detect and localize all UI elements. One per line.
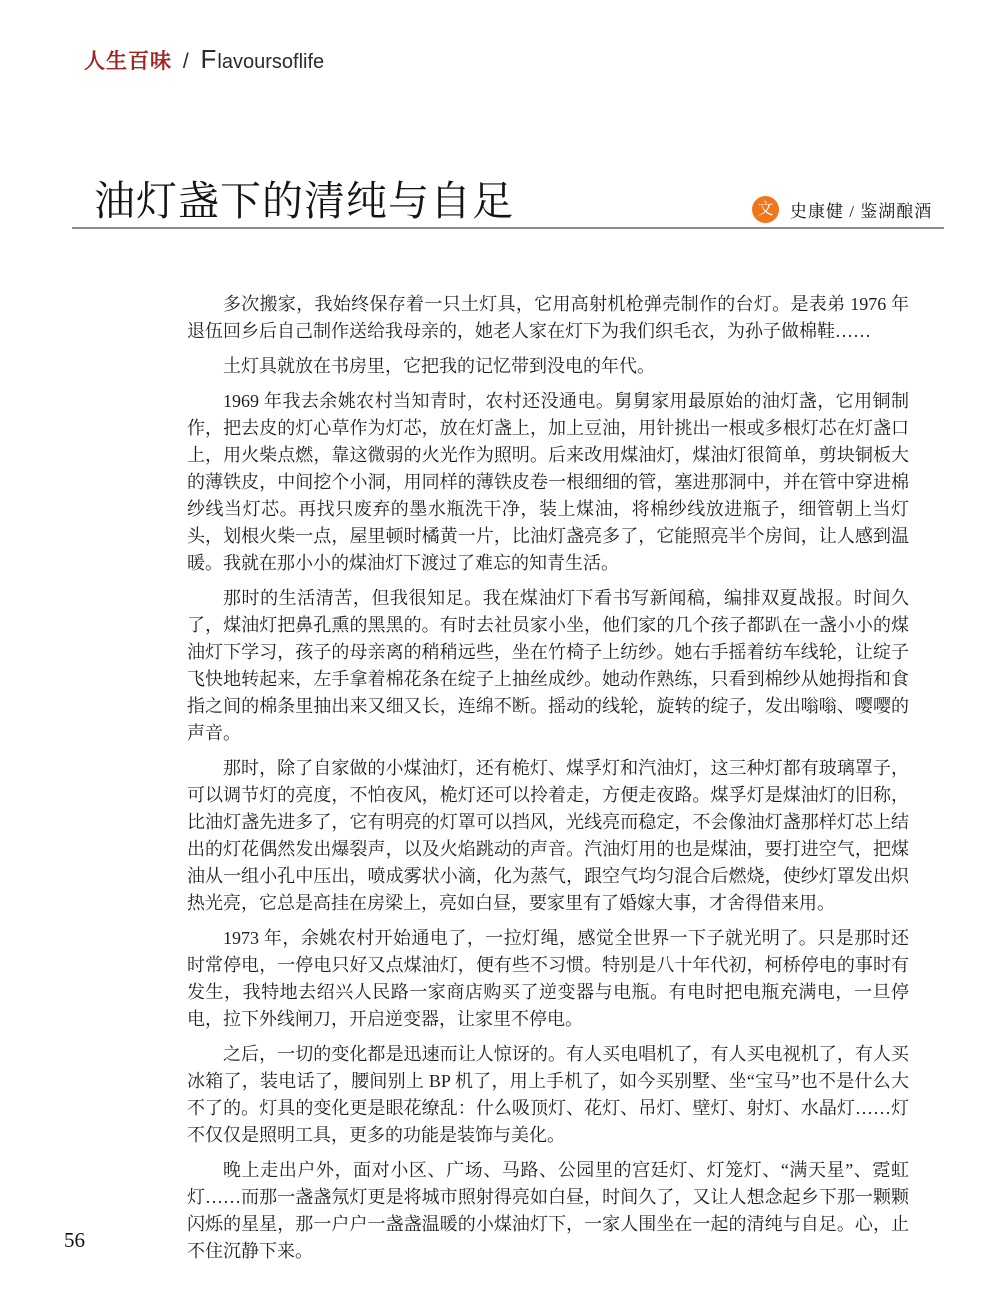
article-paragraph: 之后，一切的变化都是迅速而让人惊讶的。有人买电唱机了，有人买电视机了，有人买冰箱了，装电话了，腰间别上 BP 机了，用上手机了，如今买别墅、坐“宝马”也不是什么大不了的。灯具的变化更是眼花缭乱：什么吸顶灯、花灯、吊灯、壁灯、射灯、水晶灯……灯不仅仅是照明工具，更多的功能是装饰与美化。 xyxy=(187,1044,909,1145)
article-paragraph: 土灯具就放在书房里，它把我的记忆带到没电的年代。 xyxy=(223,356,655,376)
section-label-en-rest: lavoursoflife xyxy=(217,51,325,73)
article-paragraph: 多次搬家，我始终保存着一只土灯具，它用高射机枪弹壳制作的台灯。是表弟 1976 年退伍回乡后自己制作送给我母亲的，她老人家在灯下为我们织毛衣，为孙子做棉鞋…… xyxy=(187,294,909,341)
article-paragraph: 那时的生活清苦，但我很知足。我在煤油灯下看书写新闻稿，编排双夏战报。时间久了，煤油灯把鼻孔熏的黑黑的。有时去社员家小坐，他们家的几个孩子都趴在一盏小小的煤油灯下学习，孩子的母亲离的稍稍远些，坐在竹椅子上纺纱。她右手摇着纺车线轮，让绽子飞快地转起来，左手拿着棉花条在绽子上抽丝成纱。她动作熟练，只看到棉纱从她拇指和食指之间的棉条里抽出来又细又长，连绵不断。摇动的线轮，旋转的绽子，发出嗡嗡、嘤嘤的声音。 xyxy=(187,588,909,743)
section-label-en-initial: F xyxy=(200,44,218,74)
author-badge-icon: 文 xyxy=(752,196,779,223)
article-title: 油灯盏下的清纯与自足 xyxy=(94,178,514,224)
section-separator: / xyxy=(182,50,190,73)
article-paragraph: 晚上走出户外，面对小区、广场、马路、公园里的宫廷灯、灯笼灯、“满天星”、霓虹灯……而那一盏盏氖灯更是将城市照射得亮如白昼，时间久了，又让人想念起乡下那一颗颗闪烁的星星，那一户户一盏盏温暖的小煤油灯下，一家人围坐在一起的清纯与自足。心，止不住沉静下来。 xyxy=(187,1160,909,1261)
byline-text: 史康健 / 鉴湖酿酒 xyxy=(790,202,933,221)
title-divider-rule xyxy=(72,227,944,229)
article-paragraph: 那时，除了自家做的小煤油灯，还有桅灯、煤孚灯和汽油灯，这三种灯都有玻璃罩子，可以调节灯的亮度，不怕夜风，桅灯还可以拎着走，方便走夜路。煤孚灯是煤油灯的旧称，比油灯盏先进多了，它有明亮的灯罩可以挡风，光线亮而稳定，不会像油灯盏那样灯芯上结出的灯花偶然发出爆裂声，以及火焰跳动的声音。汽油灯用的也是煤油，要打进空气，把煤油从一组小孔中压出，喷成雾状小滴，化为蒸气，跟空气均匀混合后燃烧，使纱灯罩发出炽热光亮，它总是高挂在房梁上，亮如白昼，要家里有了婚嫁大事，才舍得借来用。 xyxy=(187,758,909,913)
article-paragraph: 1969 年我去余姚农村当知青时，农村还没通电。舅舅家用最原始的油灯盏，它用铜制作，把去皮的灯心草作为灯芯，放在灯盏上，加上豆油，用针挑出一根或多根灯芯在灯盏口上，用火柴点燃，靠这微弱的火光作为照明。后来改用煤油灯，煤油灯很简单，剪块铜板大的薄铁皮，中间挖个小洞，用同样的薄铁皮卷一根细细的管，塞进那洞中，并在管中穿进棉纱线当灯芯。再找只废弃的墨水瓶洗干净，装上煤油，将棉纱线放进瓶子，细管朝上当灯头，划根火柴一点，屋里顿时橘黄一片，比油灯盏亮多了，它能照亮半个房间，让人感到温暖。我就在那小小的煤油灯下渡过了难忘的知青生活。 xyxy=(187,391,909,573)
section-masthead xyxy=(84,44,324,75)
article-body xyxy=(187,291,909,1273)
article-paragraph: 1973 年，余姚农村开始通电了，一拉灯绳，感觉全世界一下子就光明了。只是那时还时常停电，一停电只好又点煤油灯，便有些不习惯。特别是八十年代初，柯桥停电的事时有发生，我特地去绍兴人民路一家商店购买了逆变器与电瓶。有电时把电瓶充满电，一旦停电，拉下外线闸刀，开启逆变器，让家里不停电。 xyxy=(187,928,909,1029)
section-label-cn: 人生百味 xyxy=(84,50,172,73)
byline xyxy=(752,196,932,223)
page-number: 56 xyxy=(64,1228,85,1252)
